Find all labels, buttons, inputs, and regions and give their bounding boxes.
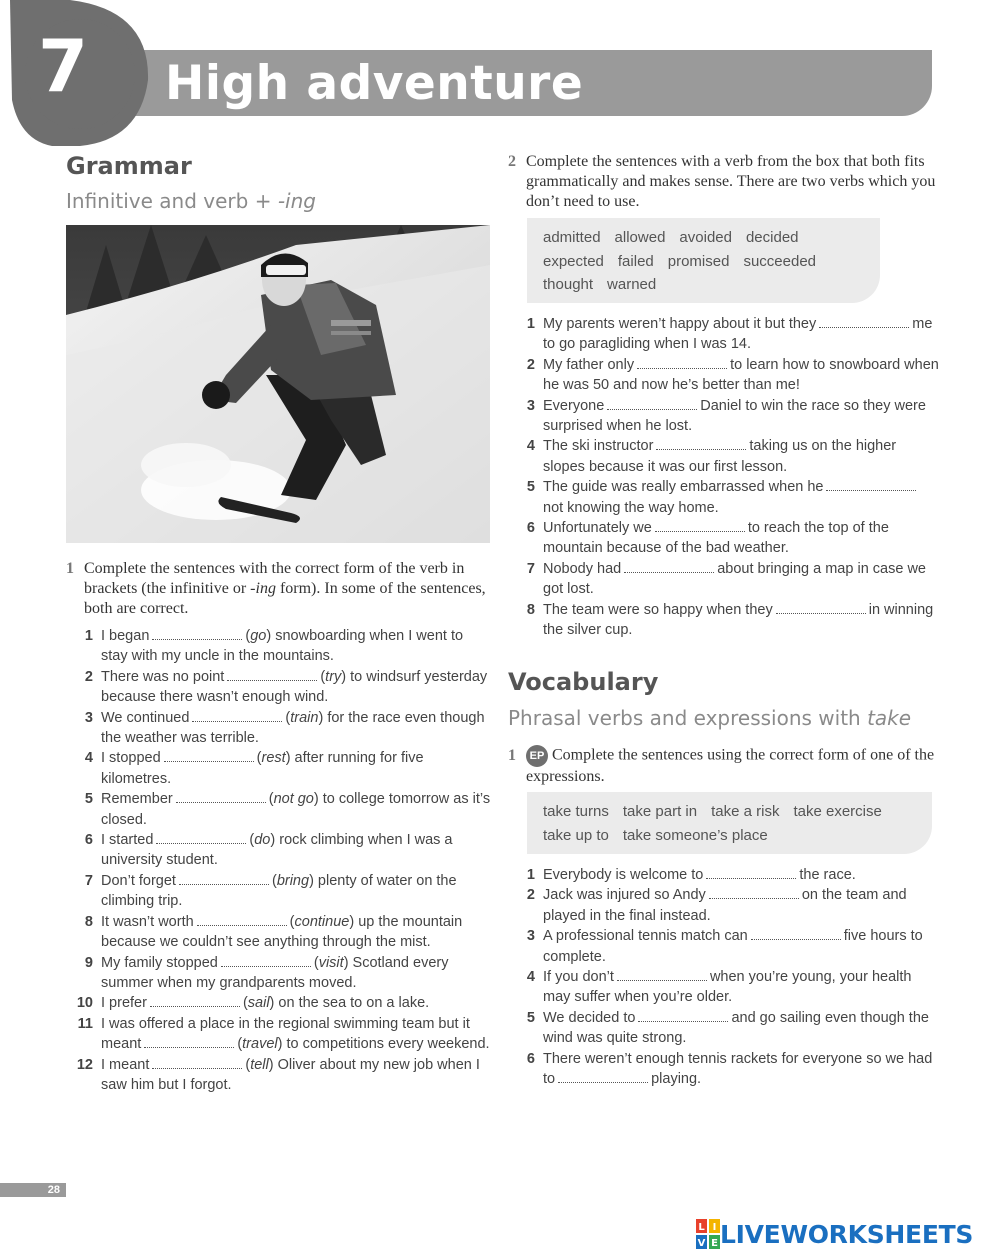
list-item: 1 Everybody is welcome to the race.: [526, 867, 856, 883]
answer-blank[interactable]: [152, 627, 242, 640]
answer-blank[interactable]: [176, 790, 266, 803]
page-number: 28: [0, 1183, 66, 1197]
vocab-exercise-instruction: 1 EP Complete the sentences using the correct form of one of the expressions.: [508, 746, 935, 785]
box-word: succeeded: [743, 252, 817, 270]
list-item: 8 The team were so happy when they in winning the silver cup.: [526, 601, 934, 639]
chapter-title: High adventure: [165, 56, 584, 111]
list-item: 5 The guide was really embarrassed when henot knowing the way home.: [509, 477, 939, 518]
snowboarder-photo: [66, 225, 490, 543]
list-item: 6 Unfortunately we to reach the top of the mountain because of the bad weather.: [526, 520, 889, 557]
exercise-number: 1: [66, 560, 74, 577]
svg-text:E: E: [711, 1238, 718, 1249]
list-item: 6 I started (do) rock climbing when I was a university student.: [84, 832, 453, 869]
answer-blank[interactable]: [751, 927, 841, 940]
answer-blank[interactable]: [819, 315, 909, 328]
list-item: 12 I meant (tell) Oliver about my new job when I saw him but I forgot.: [76, 1056, 480, 1093]
box-word: take turns: [543, 803, 609, 820]
chapter-number: 7: [38, 24, 89, 108]
liveworksheets-logo[interactable]: [696, 1218, 973, 1250]
list-item: 4 If you don’t when you’re young, your health may suffer when you’re older.: [526, 969, 912, 1006]
answer-blank[interactable]: [164, 749, 254, 762]
list-item: 4 The ski instructor taking us on the higher slopes because it was our first lesson.: [526, 438, 897, 475]
box-word: failed: [617, 252, 654, 270]
exercise-2-instruction: 2 Complete the sentences with a verb from the box that both fits grammatically and makes sense. There are two verbs which you don’t need to use.: [508, 153, 936, 210]
list-item: 3 We continued (train) for the race even though the weather was terrible.: [84, 709, 485, 747]
list-item: 9 My family stopped (visit) Scotland every summer when my grandparents moved.: [84, 954, 449, 991]
answer-blank[interactable]: [656, 437, 746, 450]
svg-text:V: V: [697, 1238, 706, 1249]
answer-blank[interactable]: [607, 397, 697, 410]
list-item: 7 Nobody had about bringing a map in case we got lost.: [526, 560, 926, 598]
answer-blank[interactable]: [709, 886, 799, 899]
list-item: 2 There was no point (try) to windsurf yesterday because there wasn’t enough wind.: [84, 668, 488, 706]
answer-blank[interactable]: [150, 994, 240, 1007]
box-word: take up to: [543, 826, 609, 844]
box-word: avoided: [679, 229, 732, 246]
answer-blank[interactable]: [617, 968, 707, 981]
list-item: 10 I prefer (sail) on the sea to on a lake.: [76, 995, 430, 1012]
list-item: 1 My parents weren’t happy about it but they me to go paragliding when I was 14.: [526, 316, 933, 353]
liveworksheets-logo-icon: [696, 1219, 720, 1249]
box-word: expected: [543, 252, 604, 270]
answer-blank[interactable]: [637, 356, 727, 369]
answer-blank[interactable]: [221, 954, 311, 967]
exercise-1-list: [67, 626, 492, 1095]
list-item: 6 There weren’t enough tennis rackets for everyone so we had to playing.: [526, 1050, 933, 1088]
answer-blank[interactable]: [776, 601, 866, 614]
svg-text:I: I: [712, 1222, 717, 1233]
answer-blank[interactable]: [638, 1009, 728, 1022]
answer-blank[interactable]: [624, 560, 714, 573]
exercise-2-word-box: [527, 218, 880, 303]
list-item: 4 I stopped (rest) after running for five kilometres.: [84, 750, 424, 787]
vocab-exercise-list: [509, 865, 939, 1089]
list-item: 2 My father only to learn how to snowboard when he was 50 and now he’s better than me!: [526, 356, 939, 394]
box-word: take a risk: [711, 803, 780, 820]
answer-blank[interactable]: [706, 866, 796, 879]
answer-blank[interactable]: [197, 913, 287, 926]
exercise-number: 2: [508, 153, 516, 170]
box-word: admitted: [543, 229, 601, 246]
list-item: 5 We decided to and go sailing even though the wind was quite strong.: [526, 1009, 929, 1047]
box-word: promised: [667, 252, 730, 270]
answer-blank[interactable]: [655, 519, 745, 532]
list-item: 1 I began (go) snowboarding when I went to stay with my uncle in the mountains.: [84, 628, 464, 665]
vocabulary-heading: Vocabulary: [508, 668, 659, 696]
box-word: warned: [607, 276, 657, 293]
svg-text:L: L: [698, 1222, 705, 1233]
answer-blank[interactable]: [558, 1070, 648, 1083]
list-item: 7 Don’t forget (bring) plenty of water on the climbing trip.: [84, 872, 457, 910]
answer-blank[interactable]: [227, 668, 317, 681]
list-item: 5 Remember (not go) to college tomorrow as it’s closed.: [84, 791, 491, 828]
exercise-1-instruction: 1 Complete the sentences with the correct form of the verb in brackets (the infinitive or -ing form). In some of the sentences, both are correct.: [66, 560, 486, 617]
box-word: decided: [745, 229, 799, 246]
list-item: 3 Everyone Daniel to win the race so they were surprised when he lost.: [526, 397, 926, 435]
answer-blank[interactable]: [152, 1056, 242, 1069]
box-word: thought: [543, 276, 594, 293]
grammar-heading: Grammar: [66, 152, 192, 180]
exercise-number: 1: [508, 746, 516, 764]
answer-blank[interactable]: [826, 478, 916, 491]
answer-blank[interactable]: [192, 709, 282, 722]
liveworksheets-logo-text: LIVEWORKSHEETS: [720, 1219, 974, 1249]
box-word: take part in: [622, 803, 698, 820]
box-word: take exercise: [793, 803, 882, 820]
grammar-subheading: Infinitive and verb + -ing: [66, 189, 316, 213]
box-word: take someone’s place: [622, 826, 768, 844]
answer-blank[interactable]: [179, 872, 269, 885]
answer-blank[interactable]: [156, 831, 246, 844]
vocab-word-box: [527, 792, 932, 854]
answer-blank[interactable]: [144, 1035, 234, 1048]
list-item: 11 I was offered a place in the regional swimming team but it meant (travel) to competitions every weekend.: [77, 1015, 490, 1053]
list-item: 2 Jack was injured so Andy on the team and played in the final instead.: [526, 887, 907, 924]
box-word: allowed: [614, 229, 666, 246]
exercise-2-list: [509, 314, 939, 641]
list-item: 8 It wasn’t worth (continue) up the mountain because we couldn’t see anything through the mist.: [84, 913, 463, 951]
ep-badge: EP: [526, 745, 548, 767]
vocabulary-subheading: Phrasal verbs and expressions with take: [508, 706, 912, 730]
list-item: 3 A professional tennis match can five hours to complete.: [526, 928, 923, 965]
